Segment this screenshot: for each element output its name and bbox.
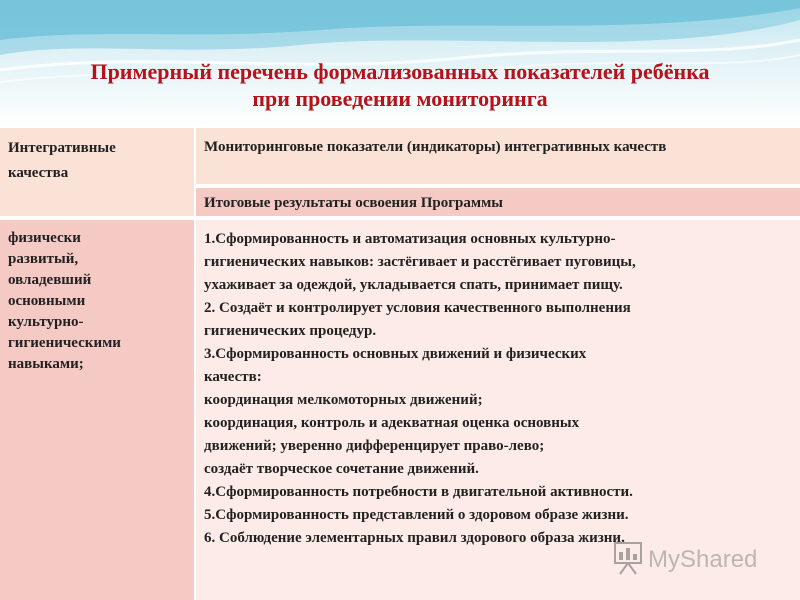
title-line-1: Примерный перечень формализованных показателей ребёнка [90,59,710,84]
indicator-line: 6. Соблюдение элементарных правил здорового образа жизни. [204,530,625,546]
quality-line: гигиеническими [8,335,121,351]
header-banner [0,0,800,128]
indicator-line: 3.Сформированность основных движений и физических [204,346,587,362]
header-integrative-qualities [0,128,194,216]
indicator-line: гигиенических навыков: застёгивает и расстёгивает пуговицы, [204,254,636,270]
quality-line: основными [8,293,86,309]
presentation-board-icon [612,540,644,576]
watermark-text: MyShared [648,546,758,573]
header-left-line-2: качества [8,165,69,181]
indicator-line: 4.Сформированность потребности в двигательной активности. [204,484,633,500]
quality-line: культурно- [8,314,84,330]
page-title [0,58,800,112]
indicator-line: ухаживает за одеждой, укладывается спать, принимает пищу. [204,277,623,293]
indicator-line: координация мелкомоторных движений; [204,392,483,408]
quality-line: навыками; [8,356,84,372]
indicator-line: 2. Создаёт и контролирует условия качественного выполнения [204,300,631,316]
title-line-2: при проведении мониторинга [252,86,548,111]
indicator-line: движений; уверенно дифференцирует право-лево; [204,438,545,454]
indicator-line: координация, контроль и адекватная оценка основных [204,415,580,431]
quality-cell [0,218,194,600]
indicator-line: 5.Сформированность представлений о здоровом образе жизни. [204,507,629,523]
header-left-line-1: Интегративные [8,140,116,156]
indicator-line: качеств: [204,369,262,385]
subheader-program-results: Итоговые результаты освоения Программы [194,186,800,216]
indicator-line: создаёт творческое сочетание движений. [204,461,479,477]
header-monitoring-indicators: Мониторинговые показатели (индикаторы) интегративных качеств [194,128,800,184]
indicator-line: 1.Сформированность и автоматизация основных культурно- [204,231,616,247]
watermark [612,540,772,580]
quality-line: овладевший [8,272,92,288]
quality-line: развитый, [8,251,79,267]
quality-line: физически [8,230,81,246]
indicator-line: гигиенических процедур. [204,323,377,339]
